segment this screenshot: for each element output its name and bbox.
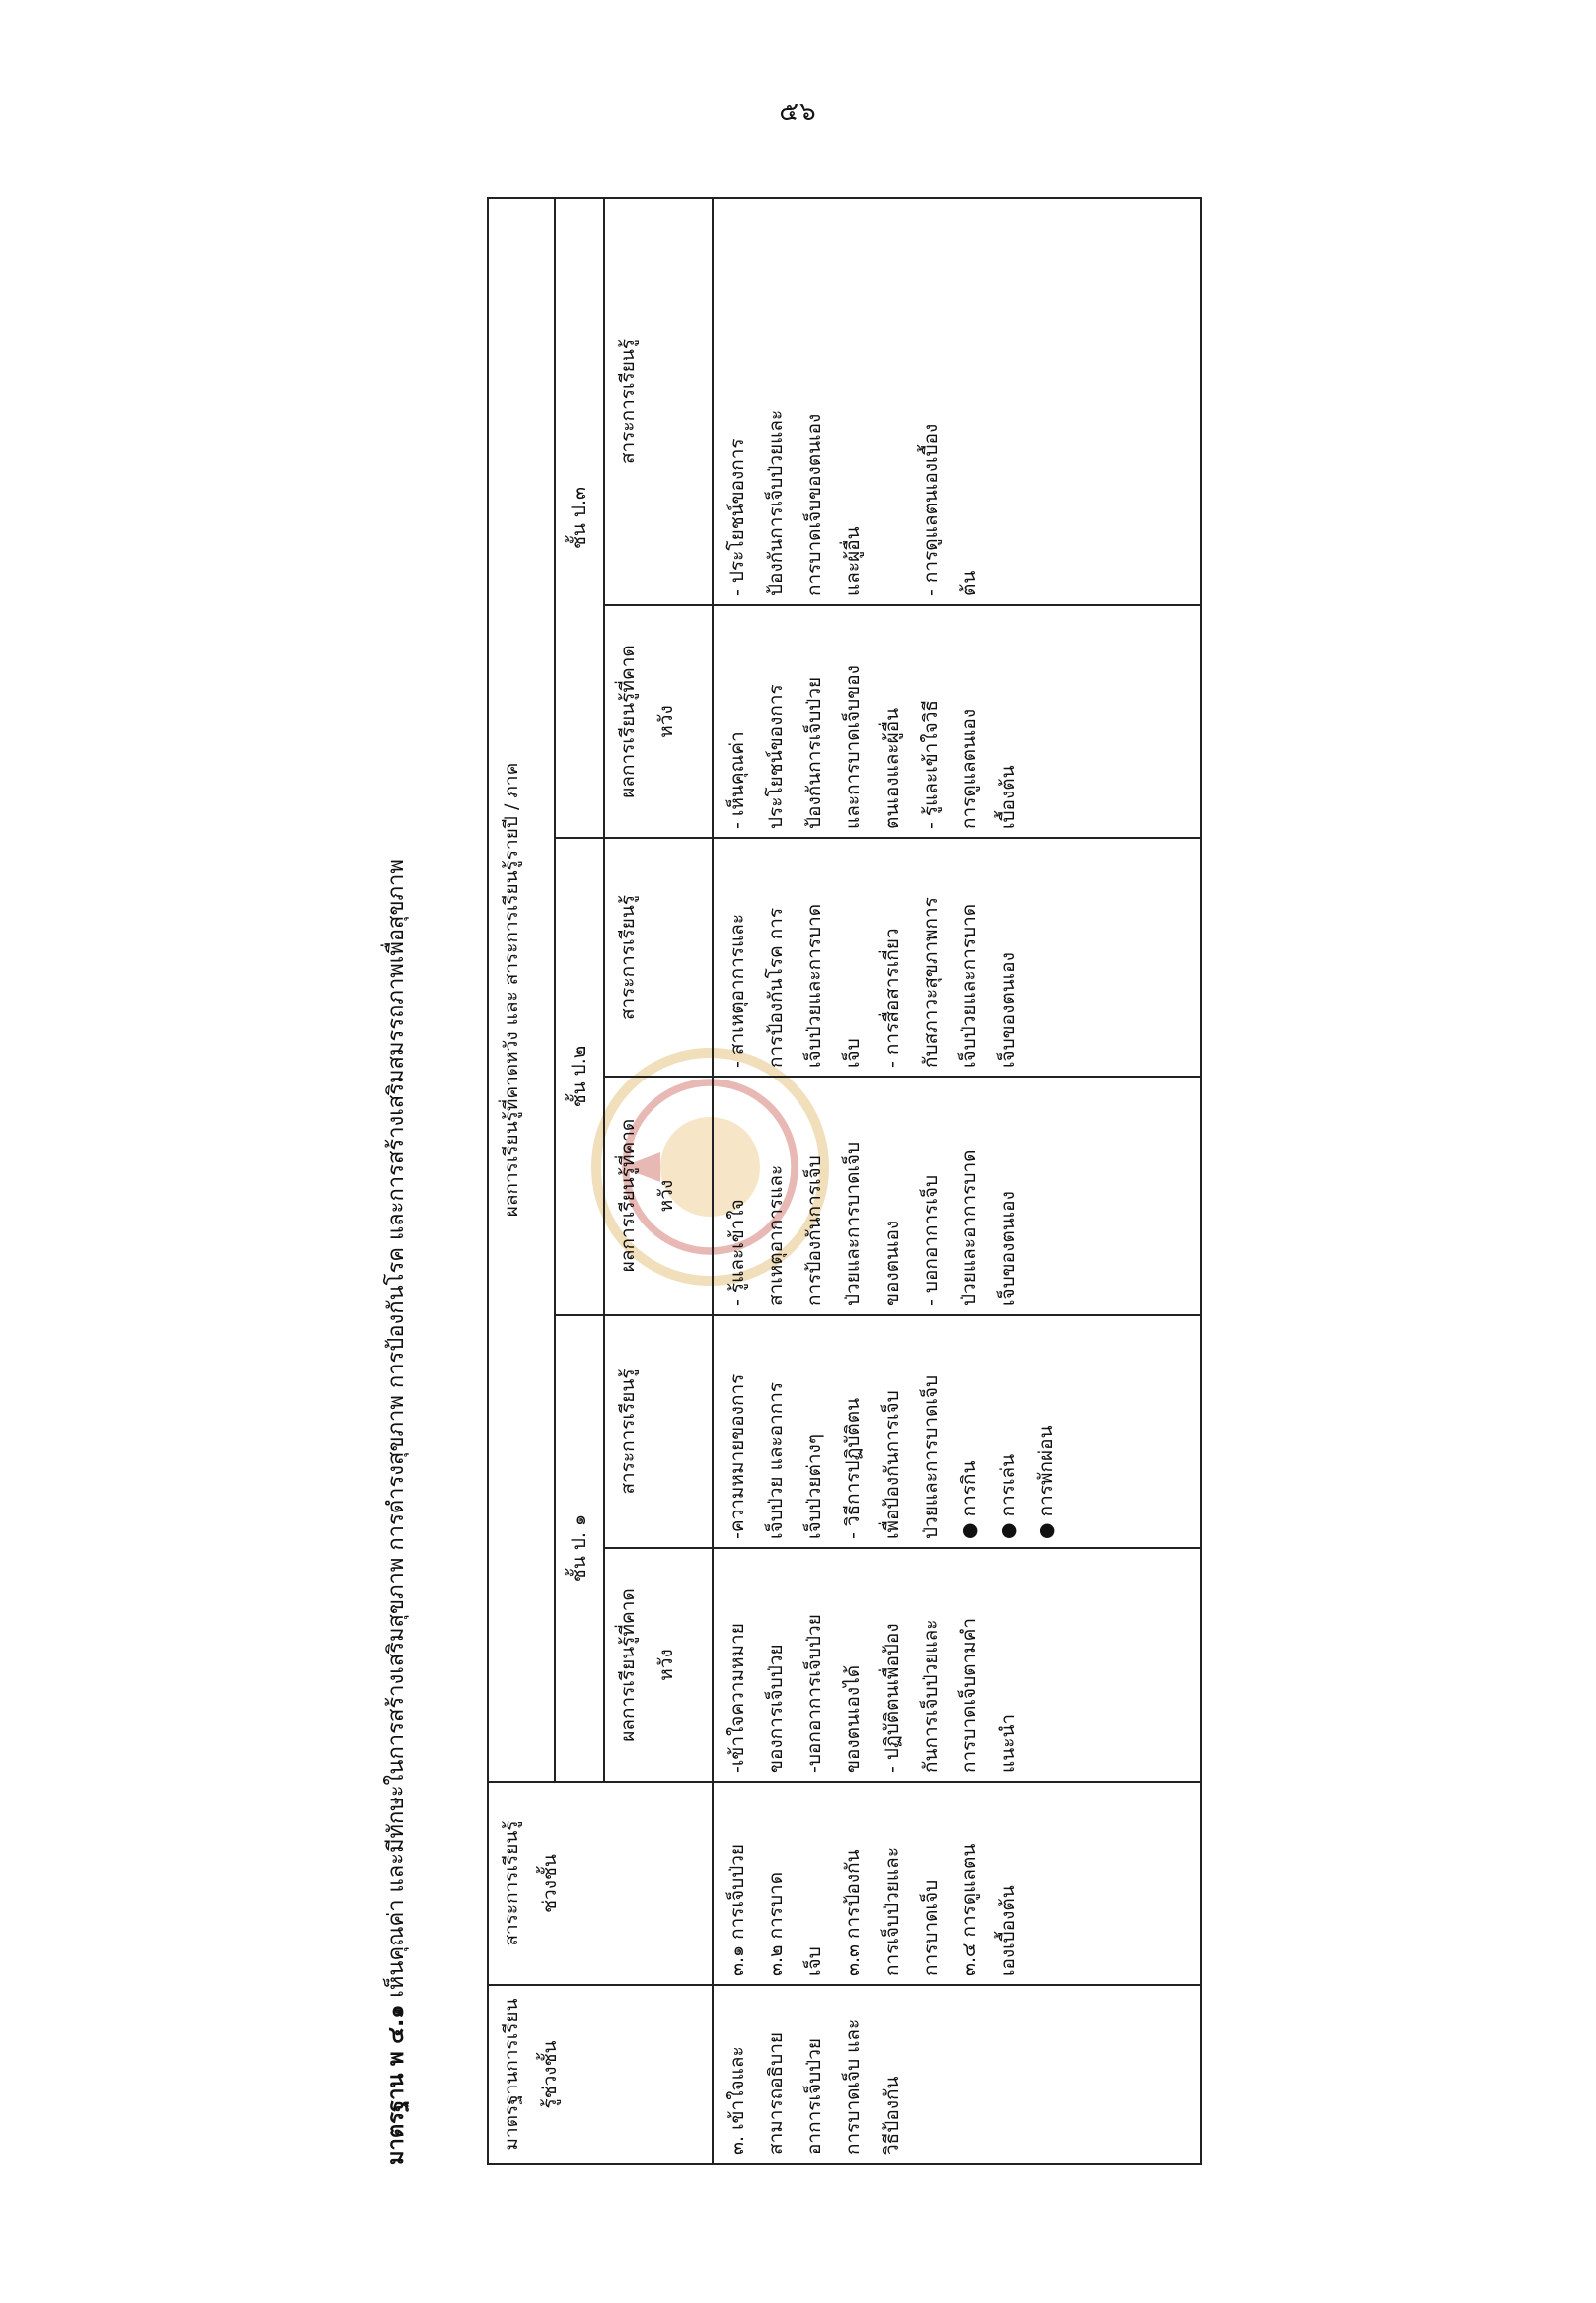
cell-p2-content: - สาเหตุอาการและ การป้องกันโรค การ เจ็บป่วยและการบาด เจ็บ - การสื่อสารเกี่ยว กับสภาวะสุขภาพการ เจ็บป่วยและการบาด เจ็บของตนเอง [713,838,1201,1077]
header-p3-expected: ผลการเรียนรู้ที่คาด หวัง [604,605,713,838]
header-standard: มาตรฐานการเรียน รู้ช่วงชั้น [488,1985,713,2164]
cell-p1-expected: -เข้าใจความหมาย ของการเจ็บป่วย -บอกอาการเจ็บป่วย ของตนเองได้ - ปฏิบัติตนเพื่อป้อง กันการเจ็บป่วยและ การบาดเจ็บตามคำ แนะนำ [713,1548,1201,1782]
cell-p3-content: - ประโยชน์ของการ ป้องกันการเจ็บป่วยและ การบาดเจ็บของตนเอง และผู้อื่น - การดูแลตนเองเบื้อง ต้น [713,198,1201,605]
standard-table [487,197,1202,2165]
header-p2-content: สาระการเรียนรู้ [604,838,713,1077]
caption-text: เห็นคุณค่า และมีทักษะในการสร้างเสริมสุขภาพ การดำรงสุขภาพ การป้องกันโรค และการสร้างเสริมสมรรถภาพเพื่อสุขภาพ [384,859,409,1998]
rotated-content [377,199,1212,2165]
cell-standard: ๓. เข้าใจและ สามารถอธิบาย อาการเจ็บป่วย การบาดเจ็บ และ วิธีป้องกัน [713,1985,1201,2164]
header-p3-content: สาระการเรียนรู้ [604,198,713,605]
header-group: ผลการเรียนรู้ที่คาดหวัง และ สาระการเรียนรู้รายปี / ภาค [488,198,555,1782]
cell-p1-content: -ความหมายของการ เจ็บป่วย และอาการ เจ็บป่วยต่างๆ - วิธีการปฏิบัติตน เพื่อป้องกันการเจ็บ ป่วยและการบาดเจ็บ ● การกิน ● การเล่น ● การพักผ่อน [713,1315,1201,1548]
cell-p2-expected: - รู้และเข้าใจ สาเหตุอาการและ การป้องกันการเจ็บ ป่วยและการบาดเจ็บ ของตนเอง - บอกอาการเจ็บ ป่วยและอาการบาด เจ็บของตนเอง [713,1077,1201,1315]
caption-label: มาตรฐาน พ ๔.๑ [384,2004,409,2165]
header-grade-p2: ชั้น ป.๒ [555,838,604,1315]
cell-strand: ๓.๑ การเจ็บป่วย ๓.๒ การบาด เจ็บ ๓.๓ การป้องกัน การเจ็บป่วยและ การบาดเจ็บ ๓.๔ การดูแลตน เองเบื้องต้น [713,1782,1201,1985]
header-p2-expected: ผลการเรียนรู้ที่คาด หวัง [604,1077,713,1315]
header-grade-p1: ชั้น ป. ๑ [555,1315,604,1782]
header-grade-p3: ชั้น ป.๓ [555,198,604,838]
header-p1-content: สาระการเรียนรู้ [604,1315,713,1548]
table-caption [377,199,417,2165]
page-number: ๕๖ [779,97,817,127]
cell-p3-expected: - เห็นคุณค่า ประโยชน์ของการ ป้องกันการเจ็บป่วย และการบาดเจ็บของ ตนเองและผู้อื่น - รู้และเข้าใจวิธี การดูแลตนเอง เบื้องต้น [713,605,1201,838]
header-strand: สาระการเรียนรู้ ช่วงชั้น [488,1782,713,1985]
header-p1-expected: ผลการเรียนรู้ที่คาด หวัง [604,1548,713,1782]
